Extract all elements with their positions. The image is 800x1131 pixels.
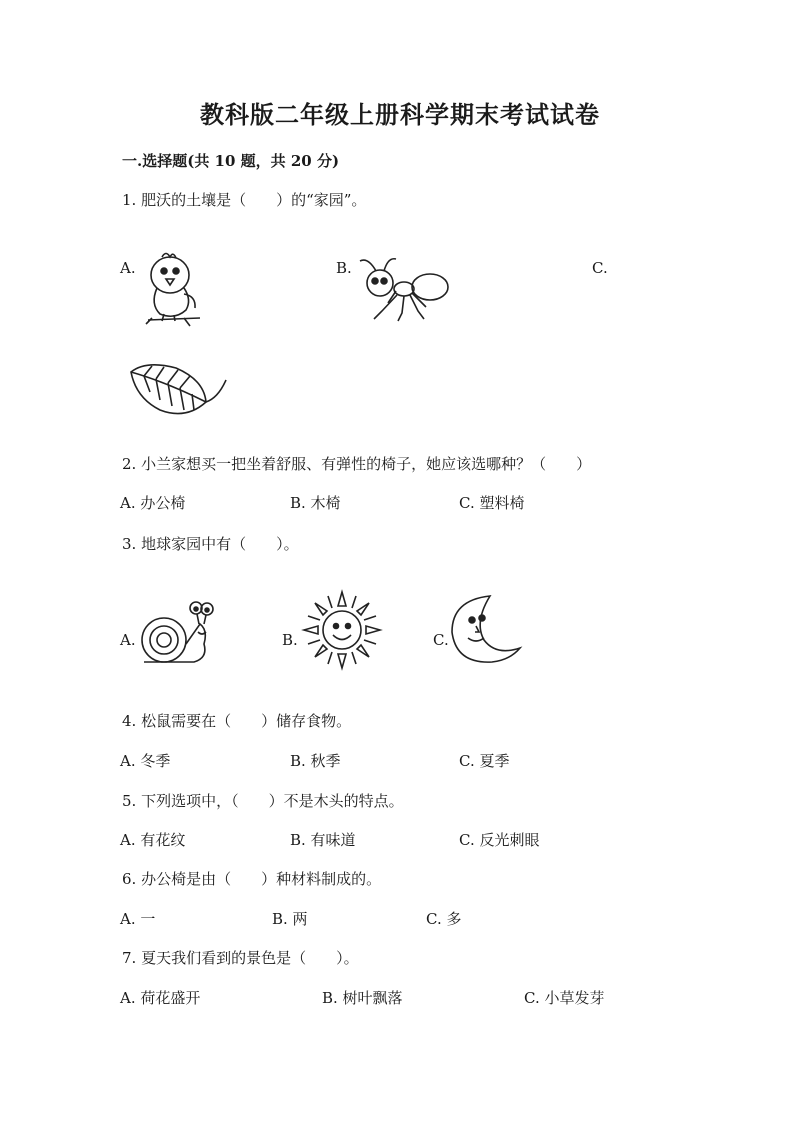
section-heading: 一.选择题(共 10 题，共 20 分) bbox=[122, 152, 340, 170]
question-4: 4. 松鼠需要在（ ）储存食物。 bbox=[122, 712, 352, 730]
q6-option-c[interactable]: C. 多 bbox=[426, 910, 462, 928]
q6-option-b[interactable]: B. 两 bbox=[272, 910, 308, 928]
q6-option-a[interactable]: A. 一 bbox=[120, 910, 156, 928]
q4-option-c[interactable]: C. 夏季 bbox=[459, 752, 510, 770]
q2-option-b[interactable]: B. 木椅 bbox=[290, 494, 341, 512]
question-3: 3. 地球家园中有（ ）。 bbox=[122, 535, 299, 553]
question-7: 7. 夏天我们看到的景色是（ ）。 bbox=[122, 949, 359, 967]
q1-option-b[interactable]: B. bbox=[336, 259, 352, 277]
question-5: 5. 下列选项中，（ ）不是木头的特点。 bbox=[122, 792, 404, 810]
sun-picture bbox=[300, 588, 384, 672]
q4-option-a[interactable]: A. 冬季 bbox=[120, 752, 171, 770]
moon-picture bbox=[446, 594, 526, 666]
q7-option-a[interactable]: A. 荷花盛开 bbox=[120, 989, 201, 1007]
page-title: 教科版二年级上册科学期末考试试卷 bbox=[200, 100, 600, 129]
leaf-picture bbox=[126, 358, 231, 423]
q5-option-b[interactable]: B. 有味道 bbox=[290, 831, 356, 849]
q4-option-b[interactable]: B. 秋季 bbox=[290, 752, 341, 770]
q7-option-c[interactable]: C. 小草发芽 bbox=[524, 989, 605, 1007]
question-1: 1. 肥沃的土壤是（ ）的“家园”。 bbox=[122, 191, 367, 209]
q1-option-c[interactable]: C. bbox=[592, 259, 608, 277]
q3-option-a[interactable]: A. bbox=[120, 631, 136, 649]
q3-option-b[interactable]: B. bbox=[282, 631, 298, 649]
q5-option-a[interactable]: A. 有花纹 bbox=[120, 831, 186, 849]
q5-option-c[interactable]: C. 反光刺眼 bbox=[459, 831, 540, 849]
ant-picture bbox=[352, 253, 452, 325]
snail-picture bbox=[136, 600, 216, 666]
q1-option-a[interactable]: A. bbox=[120, 259, 136, 277]
q3-option-c[interactable]: C. bbox=[433, 631, 449, 649]
q7-option-b[interactable]: B. 树叶飘落 bbox=[322, 989, 403, 1007]
q2-option-c[interactable]: C. 塑料椅 bbox=[459, 494, 525, 512]
q2-option-a[interactable]: A. 办公椅 bbox=[120, 494, 186, 512]
question-2: 2. 小兰家想买一把坐着舒服、有弹性的椅子，她应该选哪种？（ ） bbox=[122, 455, 592, 473]
question-6: 6. 办公椅是由（ ）种材料制成的。 bbox=[122, 870, 382, 888]
bird-picture bbox=[140, 248, 205, 338]
